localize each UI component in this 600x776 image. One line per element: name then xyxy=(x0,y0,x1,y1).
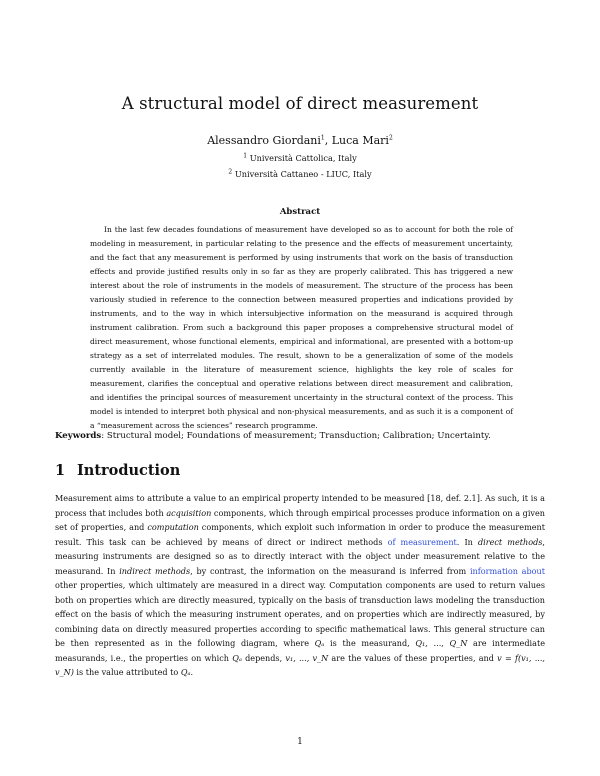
page-number: 1 xyxy=(297,737,303,747)
author-2-mark: 2 xyxy=(388,134,393,142)
affiliation-mark: 1 xyxy=(243,152,248,160)
intro-emphasis: acquisition xyxy=(166,507,212,518)
affiliation-1 xyxy=(0,153,600,163)
author-1-name: Alessandro Giordani xyxy=(207,134,321,147)
link-information-about[interactable]: information about xyxy=(469,565,545,576)
math-intermediate-measurands: Q₁, ..., Q_N xyxy=(415,638,468,648)
keywords xyxy=(55,431,555,441)
intro-text: , measuring instruments are designed so as to directly interact with the object under measurement relative to the measurand. In xyxy=(55,536,545,576)
author-separator: , xyxy=(324,134,332,147)
section-title: Introduction xyxy=(77,462,181,479)
author-2-name: Luca Mari xyxy=(331,134,389,147)
math-function: v = f(v₁, ..., v_N) xyxy=(55,652,545,677)
intro-text: other properties, which ultimately are measured in a direct way. Computation components are used to return values both on properties which are directly measured, typically on the basis of transduction laws modeling the transduction effect on the basis of which the measuring instrument operates, and on properties which are indirectly measured, by combining data on directly measured properties according to specific mathematical laws. This general structure can be then represented as in the following diagram, where xyxy=(55,580,545,648)
keywords-label: Keywords xyxy=(55,431,102,441)
affiliation-text: Università Cattaneo - LIUC, Italy xyxy=(234,169,372,179)
math-measurand: Qₐ xyxy=(314,638,325,648)
intro-text: components, which exploit such information in order to produce the measurement result. This task can be achieved by means of direct or indirect methods xyxy=(55,522,545,547)
intro-emphasis: computation xyxy=(147,522,199,532)
paper-title: A structural model of direct measurement xyxy=(121,94,479,113)
author-line xyxy=(0,134,600,147)
intro-text: is the value attributed to xyxy=(73,667,181,677)
intro-text: Measurement aims to attribute a value to an empirical property intended to be measured [18, def. 2.1]. As such, it is a process that includes both xyxy=(55,493,545,518)
intro-text: is the measurand, xyxy=(324,638,416,648)
intro-emphasis: indirect methods xyxy=(119,565,191,576)
intro-text: . In xyxy=(456,536,478,547)
affiliation-text: Università Cattolica, Italy xyxy=(249,153,357,163)
affiliation-2 xyxy=(0,169,600,179)
abstract-heading: Abstract xyxy=(279,207,321,217)
section-number: 1 xyxy=(55,462,66,479)
intro-text: depends, xyxy=(241,652,286,663)
author-1-mark: 1 xyxy=(320,134,325,142)
abstract-body xyxy=(90,223,513,433)
keywords-text: : Structural model; Foundations of measurement; Transduction; Calibration; Uncertainty. xyxy=(101,431,491,441)
intro-emphasis: direct methods xyxy=(477,536,543,547)
intro-text: , by contrast, the information on the measurand is inferred from xyxy=(190,565,470,576)
math-measurand: Qₐ xyxy=(180,667,191,677)
intro-text: components, which through empirical processes produce information on a given set of properties, and xyxy=(55,507,546,532)
affiliation-mark: 2 xyxy=(228,168,233,176)
section-heading-introduction xyxy=(55,462,180,479)
intro-text: are the values of these properties, and xyxy=(328,652,498,663)
abstract-paragraph: In the last few decades foundations of measurement have developed so as to account for both the role of modeling in measurement, in particular relating to the presence and the effects of measurement uncertainty, and the fact that any measurement is performed by using instruments that work on the basis of transduction effects and provide justified results only in so far as they are properly calibrated. This has triggered a new interest about the role of instruments in the models of measurement. The structure of the process has been variously studied in reference to the connection between measured properties and indications provided by instruments, and to the way in which intersubjective information on the measurand is acquired through instrument calibration. From such a background this paper proposes a comprehensive structural model of direct measurement, whose functional elements, empirical and informational, are presented with a bottom-up strategy as a set of interrelated modules. The result, shown to be a generalization of some of the models currently available in the literature of measurement science, highlights the key role of scales for measurement, clarifies the conceptual and operative relations between direct measurement and calibration, and identifies the principal sources of measurement uncertainty in the structural context of the process. This model is intended to interpret both physical and non-physical measurements, and as such it is a component of a “measurement across the sciences” research programme. xyxy=(90,225,513,430)
introduction-paragraph xyxy=(55,491,545,680)
introduction-body xyxy=(55,491,545,680)
math-measurand: Qₐ xyxy=(232,652,242,663)
link-of-measurement[interactable]: of measurement xyxy=(387,536,457,547)
intro-text: are intermediate measurands, i.e., the properties on which xyxy=(55,638,545,663)
math-values: v₁, ..., v_N xyxy=(285,652,329,663)
intro-text: . xyxy=(190,667,194,677)
